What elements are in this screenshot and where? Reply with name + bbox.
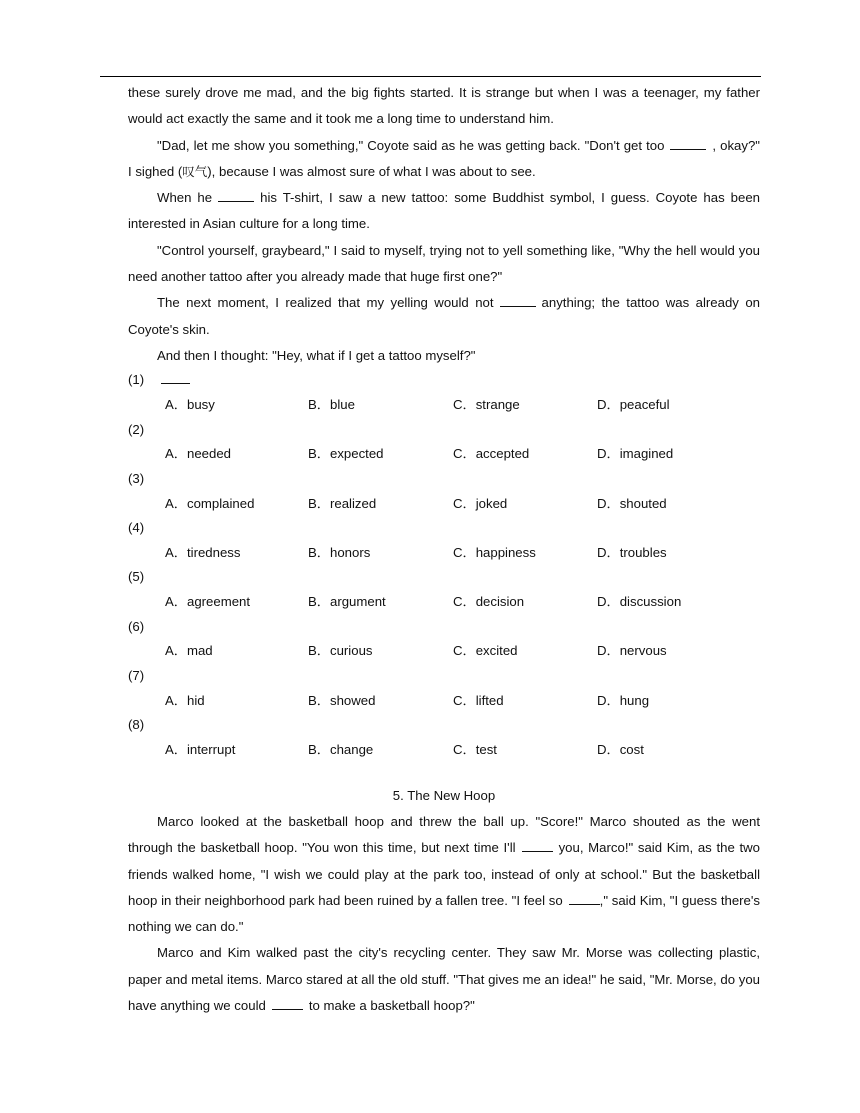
option-row xyxy=(128,689,760,714)
option-b[interactable]: B．realized xyxy=(308,495,377,511)
section-title: 5. The New Hoop xyxy=(392,787,496,803)
option-c[interactable]: C．excited xyxy=(453,643,518,659)
option-d[interactable]: D．shouted xyxy=(597,495,667,511)
option-c[interactable]: C．joked xyxy=(453,495,508,511)
option-b[interactable]: B．showed xyxy=(308,692,376,708)
passage-text: And then I thought: "Hey, what if I get a tattoo myself?" xyxy=(157,347,476,363)
option-b[interactable]: B．blue xyxy=(308,396,355,412)
option-a[interactable]: A．busy xyxy=(165,396,215,412)
question-list xyxy=(128,368,760,762)
passage-paragraph xyxy=(128,940,760,1019)
option-b[interactable]: B．argument xyxy=(308,594,386,610)
answer-blank[interactable] xyxy=(522,837,553,852)
passage-text: Marco and Kim walked past the city's recycling center. They saw Mr. Morse was collecting plastic, paper and metal items. Marco stared at all the old stuff. "That gives me an idea!" he said, "Mr. Morse, do you have anything we could xyxy=(128,945,760,1014)
question-number: (8) xyxy=(128,717,145,733)
question-number: (5) xyxy=(128,569,145,585)
question-item xyxy=(128,368,760,417)
option-a[interactable]: A．needed xyxy=(165,446,231,462)
option-b[interactable]: B．curious xyxy=(308,643,373,659)
chinese-gloss: 叹气 xyxy=(182,163,208,179)
passage-text: his T-shirt, I saw a new tattoo: some Buddhist symbol, I guess. Coyote has been interested in Asian culture for a long time. xyxy=(128,190,760,232)
passage-paragraph xyxy=(128,290,760,343)
answer-blank[interactable] xyxy=(670,135,706,150)
passage-text: these surely drove me mad, and the big fights started. It is strange but when I was a teenager, my father would act exactly the same and it took me a long time to understand him. xyxy=(128,85,760,127)
passage-text: ," said Kim, "I guess there's nothing we can do." xyxy=(128,892,760,935)
question-item xyxy=(128,565,760,614)
question-item xyxy=(128,467,760,516)
option-c[interactable]: C．lifted xyxy=(453,692,504,708)
passage-paragraph xyxy=(128,185,760,238)
passage-text: anything; the tattoo was already on Coyote's skin. xyxy=(128,295,760,337)
option-a[interactable]: A．complained xyxy=(165,495,255,511)
option-c[interactable]: C．strange xyxy=(453,396,520,412)
option-a[interactable]: A．interrupt xyxy=(165,742,236,758)
option-row xyxy=(128,393,760,418)
option-d[interactable]: D．troubles xyxy=(597,544,667,560)
passage-text: "Control yourself, graybeard," I said to myself, trying not to yell something like, "Why the hell would you need another tattoo after you already made that huge first one?" xyxy=(128,242,760,285)
answer-blank[interactable] xyxy=(218,187,254,202)
header-rule xyxy=(100,76,761,77)
option-d[interactable]: D．imagined xyxy=(597,446,674,462)
answer-blank[interactable] xyxy=(569,890,600,905)
option-d[interactable]: D．nervous xyxy=(597,643,667,659)
question-number: (6) xyxy=(128,618,145,634)
passage-text: The next moment, I realized that my yelling would not xyxy=(157,295,494,311)
passage-text: , okay?" I sighed ( xyxy=(128,137,760,179)
option-d[interactable]: D．hung xyxy=(597,692,650,708)
option-row xyxy=(128,442,760,467)
passage-text: to make a basketball hoop?" xyxy=(308,998,475,1014)
option-c[interactable]: C．accepted xyxy=(453,446,530,462)
passage-paragraph xyxy=(128,80,760,133)
passage-text: Marco looked at the basketball hoop and threw the ball up. "Score!" Marco shouted as the went through the basketball hoop. "You won this time, but next time I'll xyxy=(128,813,760,856)
option-row xyxy=(128,639,760,664)
option-row xyxy=(128,738,760,763)
option-b[interactable]: B．expected xyxy=(308,446,384,462)
answer-blank[interactable] xyxy=(272,995,303,1010)
question-item xyxy=(128,713,760,762)
option-b[interactable]: B．change xyxy=(308,742,374,758)
question-number: (3) xyxy=(128,470,145,486)
question-number-line xyxy=(128,368,760,393)
answer-blank[interactable] xyxy=(161,371,190,384)
document-page xyxy=(128,80,760,1019)
option-a[interactable]: A．agreement xyxy=(165,594,251,610)
option-a[interactable]: A．mad xyxy=(165,643,213,659)
passage-text: "Dad, let me show you something," Coyote said as he was getting back. "Don't get too xyxy=(157,137,665,153)
question-number: (1) xyxy=(128,372,145,388)
question-item xyxy=(128,615,760,664)
question-number: (7) xyxy=(128,668,145,684)
question-item xyxy=(128,418,760,467)
option-d[interactable]: D．discussion xyxy=(597,594,682,610)
question-item xyxy=(128,516,760,565)
option-c[interactable]: C．happiness xyxy=(453,544,536,560)
option-d[interactable]: D．peaceful xyxy=(597,396,670,412)
question-number: (4) xyxy=(128,520,145,536)
option-a[interactable]: A．hid xyxy=(165,692,205,708)
question-number: (2) xyxy=(128,421,145,437)
option-row xyxy=(128,541,760,566)
passage-text: When he xyxy=(157,190,213,206)
passage-paragraph xyxy=(128,238,760,291)
passage-paragraph xyxy=(128,343,760,369)
option-c[interactable]: C．test xyxy=(453,742,497,758)
option-c[interactable]: C．decision xyxy=(453,594,525,610)
passage-paragraph xyxy=(128,809,760,940)
option-row xyxy=(128,492,760,517)
option-d[interactable]: D．cost xyxy=(597,742,644,758)
passage-text: you, Marco!" said Kim, as the two friends walked home, "I wish we could play at the park too, instead of only at school." But the basketball hoop in their neighborhood park had been ruined by a fallen tree. "I feel so xyxy=(128,840,761,908)
passage-text: ), because I was almost sure of what I was about to see. xyxy=(207,163,536,179)
option-a[interactable]: A．tiredness xyxy=(165,544,241,560)
question-item xyxy=(128,664,760,713)
answer-blank[interactable] xyxy=(500,292,536,307)
option-row xyxy=(128,590,760,615)
option-b[interactable]: B．honors xyxy=(308,544,371,560)
passage-paragraph xyxy=(128,133,760,186)
